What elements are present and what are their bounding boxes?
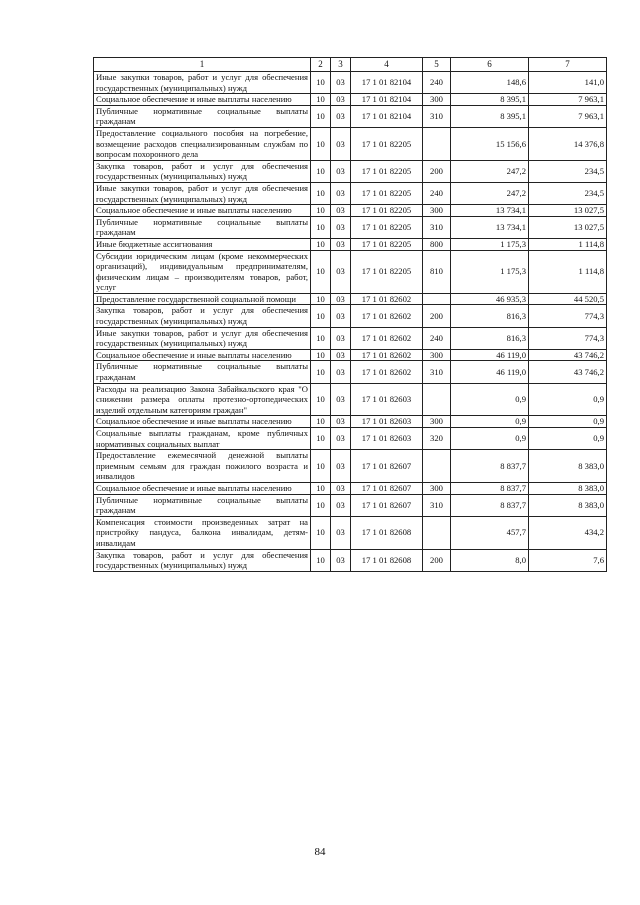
expense-type-code: 810	[423, 250, 451, 293]
amount-first-year: 0,9	[451, 383, 529, 416]
amount-second-year: 0,9	[529, 428, 607, 450]
target-article-code: 17 1 01 82602	[351, 305, 423, 327]
table-row	[94, 216, 607, 238]
row-description: Социальное обеспечение и иные выплаты населению	[94, 416, 311, 428]
subsection-code: 03	[331, 238, 351, 250]
row-description: Закупка товаров, работ и услуг для обеспечения государственных (муниципальных) нужд	[94, 305, 311, 327]
subsection-code: 03	[331, 416, 351, 428]
table-row	[94, 494, 607, 516]
expense-type-code	[423, 383, 451, 416]
amount-first-year: 8 395,1	[451, 94, 529, 106]
section-code: 10	[311, 182, 331, 204]
table-row	[94, 327, 607, 349]
page-number: 84	[314, 846, 326, 858]
subsection-code: 03	[331, 216, 351, 238]
section-code: 10	[311, 482, 331, 494]
column-header: 3	[331, 58, 351, 72]
section-code: 10	[311, 383, 331, 416]
table-row	[94, 383, 607, 416]
row-description: Расходы на реализацию Закона Забайкальского края "О снижении размера оплаты протезно-ортопедических изделий отдельным категориям граждан"	[94, 383, 311, 416]
amount-second-year: 7 963,1	[529, 94, 607, 106]
expense-type-code: 300	[423, 416, 451, 428]
target-article-code: 17 1 01 82205	[351, 160, 423, 182]
amount-second-year: 1 114,8	[529, 238, 607, 250]
table-row	[94, 482, 607, 494]
subsection-code: 03	[331, 72, 351, 94]
subsection-code: 03	[331, 516, 351, 549]
table-row	[94, 450, 607, 483]
section-code: 10	[311, 305, 331, 327]
column-header: 1	[94, 58, 311, 72]
subsection-code: 03	[331, 105, 351, 127]
table-row	[94, 361, 607, 383]
amount-second-year: 1 114,8	[529, 250, 607, 293]
subsection-code: 03	[331, 482, 351, 494]
subsection-code: 03	[331, 293, 351, 305]
amount-second-year: 8 383,0	[529, 494, 607, 516]
section-code: 10	[311, 250, 331, 293]
amount-first-year: 8 837,7	[451, 450, 529, 483]
amount-second-year: 8 383,0	[529, 482, 607, 494]
section-code: 10	[311, 361, 331, 383]
amount-first-year: 8 395,1	[451, 105, 529, 127]
column-header: 6	[451, 58, 529, 72]
expense-type-code	[423, 293, 451, 305]
section-code: 10	[311, 127, 331, 160]
amount-second-year: 0,9	[529, 416, 607, 428]
expense-type-code: 300	[423, 349, 451, 361]
row-description: Публичные нормативные социальные выплаты гражданам	[94, 105, 311, 127]
amount-first-year: 8,0	[451, 549, 529, 571]
table-body	[94, 72, 607, 572]
amount-first-year: 8 837,7	[451, 494, 529, 516]
subsection-code: 03	[331, 182, 351, 204]
target-article-code: 17 1 01 82602	[351, 361, 423, 383]
row-description: Иные бюджетные ассигнования	[94, 238, 311, 250]
column-header: 5	[423, 58, 451, 72]
section-code: 10	[311, 516, 331, 549]
subsection-code: 03	[331, 450, 351, 483]
row-description: Социальное обеспечение и иные выплаты населению	[94, 94, 311, 106]
section-code: 10	[311, 549, 331, 571]
row-description: Публичные нормативные социальные выплаты гражданам	[94, 216, 311, 238]
target-article-code: 17 1 01 82205	[351, 250, 423, 293]
expense-type-code: 300	[423, 94, 451, 106]
amount-second-year: 7,6	[529, 549, 607, 571]
target-article-code: 17 1 01 82205	[351, 127, 423, 160]
row-description: Публичные нормативные социальные выплаты гражданам	[94, 361, 311, 383]
section-code: 10	[311, 494, 331, 516]
amount-second-year: 7 963,1	[529, 105, 607, 127]
row-description: Иные закупки товаров, работ и услуг для обеспечения государственных (муниципальных) нужд	[94, 327, 311, 349]
amount-first-year: 46 119,0	[451, 361, 529, 383]
header-row	[94, 58, 607, 72]
table-row	[94, 250, 607, 293]
subsection-code: 03	[331, 305, 351, 327]
amount-second-year: 141,0	[529, 72, 607, 94]
row-description: Социальное обеспечение и иные выплаты населению	[94, 205, 311, 217]
row-description: Публичные нормативные социальные выплаты гражданам	[94, 494, 311, 516]
table-row	[94, 160, 607, 182]
section-code: 10	[311, 205, 331, 217]
amount-second-year: 774,3	[529, 305, 607, 327]
row-description: Социальное обеспечение и иные выплаты населению	[94, 482, 311, 494]
expense-type-code	[423, 450, 451, 483]
amount-first-year: 247,2	[451, 182, 529, 204]
table-row	[94, 105, 607, 127]
table-row	[94, 182, 607, 204]
row-description: Субсидии юридическим лицам (кроме некоммерческих организаций), индивидуальным предпринимателям, физическим лицам – производителям товаров, работ, услуг	[94, 250, 311, 293]
expense-type-code: 310	[423, 361, 451, 383]
amount-first-year: 1 175,3	[451, 238, 529, 250]
expense-type-code: 300	[423, 482, 451, 494]
subsection-code: 03	[331, 250, 351, 293]
expense-type-code: 300	[423, 205, 451, 217]
target-article-code: 17 1 01 82603	[351, 428, 423, 450]
table-row	[94, 238, 607, 250]
row-description: Закупка товаров, работ и услуг для обеспечения государственных (муниципальных) нужд	[94, 160, 311, 182]
section-code: 10	[311, 428, 331, 450]
target-article-code: 17 1 01 82602	[351, 349, 423, 361]
section-code: 10	[311, 160, 331, 182]
table-row	[94, 293, 607, 305]
amount-second-year: 13 027,5	[529, 205, 607, 217]
amount-second-year: 434,2	[529, 516, 607, 549]
subsection-code: 03	[331, 383, 351, 416]
column-header: 7	[529, 58, 607, 72]
expense-type-code: 200	[423, 305, 451, 327]
expense-type-code: 240	[423, 327, 451, 349]
amount-first-year: 1 175,3	[451, 250, 529, 293]
target-article-code: 17 1 01 82205	[351, 205, 423, 217]
amount-second-year: 774,3	[529, 327, 607, 349]
amount-first-year: 46 119,0	[451, 349, 529, 361]
amount-first-year: 8 837,7	[451, 482, 529, 494]
table-row	[94, 428, 607, 450]
target-article-code: 17 1 01 82608	[351, 516, 423, 549]
column-header: 4	[351, 58, 423, 72]
amount-second-year: 234,5	[529, 160, 607, 182]
target-article-code: 17 1 01 82607	[351, 450, 423, 483]
amount-first-year: 13 734,1	[451, 216, 529, 238]
target-article-code: 17 1 01 82205	[351, 182, 423, 204]
target-article-code: 17 1 01 82104	[351, 105, 423, 127]
expense-type-code: 310	[423, 494, 451, 516]
row-description: Компенсация стоимости произведенных затрат на пристройку пандуса, балкона инвалидам, детям-инвалидам	[94, 516, 311, 549]
target-article-code: 17 1 01 82104	[351, 72, 423, 94]
subsection-code: 03	[331, 205, 351, 217]
subsection-code: 03	[331, 349, 351, 361]
subsection-code: 03	[331, 127, 351, 160]
subsection-code: 03	[331, 327, 351, 349]
row-description: Иные закупки товаров, работ и услуг для обеспечения государственных (муниципальных) нужд	[94, 72, 311, 94]
amount-first-year: 247,2	[451, 160, 529, 182]
target-article-code: 17 1 01 82602	[351, 293, 423, 305]
table-row	[94, 416, 607, 428]
subsection-code: 03	[331, 494, 351, 516]
section-code: 10	[311, 94, 331, 106]
section-code: 10	[311, 349, 331, 361]
subsection-code: 03	[331, 428, 351, 450]
table-row	[94, 205, 607, 217]
section-code: 10	[311, 105, 331, 127]
amount-second-year: 0,9	[529, 383, 607, 416]
table-row	[94, 72, 607, 94]
amount-first-year: 0,9	[451, 428, 529, 450]
expense-type-code: 200	[423, 160, 451, 182]
subsection-code: 03	[331, 160, 351, 182]
amount-second-year: 13 027,5	[529, 216, 607, 238]
amount-first-year: 46 935,3	[451, 293, 529, 305]
section-code: 10	[311, 327, 331, 349]
row-description: Социальные выплаты гражданам, кроме публичных нормативных социальных выплат	[94, 428, 311, 450]
subsection-code: 03	[331, 549, 351, 571]
subsection-code: 03	[331, 94, 351, 106]
amount-second-year: 14 376,8	[529, 127, 607, 160]
amount-second-year: 43 746,2	[529, 349, 607, 361]
row-description: Закупка товаров, работ и услуг для обеспечения государственных (муниципальных) нужд	[94, 549, 311, 571]
expense-type-code: 240	[423, 72, 451, 94]
table-row	[94, 516, 607, 549]
amount-first-year: 148,6	[451, 72, 529, 94]
section-code: 10	[311, 238, 331, 250]
amount-first-year: 457,7	[451, 516, 529, 549]
row-description: Предоставление ежемесячной денежной выплаты приемным семьям для граждан пожилого возраста и инвалидов	[94, 450, 311, 483]
budget-table	[93, 57, 607, 572]
section-code: 10	[311, 293, 331, 305]
column-header: 2	[311, 58, 331, 72]
expense-type-code: 320	[423, 428, 451, 450]
target-article-code: 17 1 01 82603	[351, 383, 423, 416]
target-article-code: 17 1 01 82608	[351, 549, 423, 571]
amount-first-year: 0,9	[451, 416, 529, 428]
row-description: Иные закупки товаров, работ и услуг для обеспечения государственных (муниципальных) нужд	[94, 182, 311, 204]
amount-second-year: 43 746,2	[529, 361, 607, 383]
expense-type-code	[423, 516, 451, 549]
target-article-code: 17 1 01 82205	[351, 216, 423, 238]
expense-type-code	[423, 127, 451, 160]
row-description: Предоставление социального пособия на погребение, возмещение расходов специализированным службам по вопросам похоронного дела	[94, 127, 311, 160]
table-row	[94, 127, 607, 160]
target-article-code: 17 1 01 82205	[351, 238, 423, 250]
amount-first-year: 816,3	[451, 305, 529, 327]
section-code: 10	[311, 450, 331, 483]
row-description: Социальное обеспечение и иные выплаты населению	[94, 349, 311, 361]
amount-first-year: 15 156,6	[451, 127, 529, 160]
target-article-code: 17 1 01 82603	[351, 416, 423, 428]
row-description: Предоставление государственной социальной помощи	[94, 293, 311, 305]
amount-second-year: 234,5	[529, 182, 607, 204]
expense-type-code: 240	[423, 182, 451, 204]
target-article-code: 17 1 01 82607	[351, 494, 423, 516]
section-code: 10	[311, 416, 331, 428]
amount-second-year: 44 520,5	[529, 293, 607, 305]
amount-second-year: 8 383,0	[529, 450, 607, 483]
target-article-code: 17 1 01 82607	[351, 482, 423, 494]
subsection-code: 03	[331, 361, 351, 383]
expense-type-code: 800	[423, 238, 451, 250]
section-code: 10	[311, 216, 331, 238]
table-row	[94, 549, 607, 571]
table-row	[94, 349, 607, 361]
expense-type-code: 200	[423, 549, 451, 571]
table-row	[94, 94, 607, 106]
expense-type-code: 310	[423, 105, 451, 127]
amount-first-year: 816,3	[451, 327, 529, 349]
table-row	[94, 305, 607, 327]
target-article-code: 17 1 01 82602	[351, 327, 423, 349]
target-article-code: 17 1 01 82104	[351, 94, 423, 106]
expense-type-code: 310	[423, 216, 451, 238]
amount-first-year: 13 734,1	[451, 205, 529, 217]
section-code: 10	[311, 72, 331, 94]
